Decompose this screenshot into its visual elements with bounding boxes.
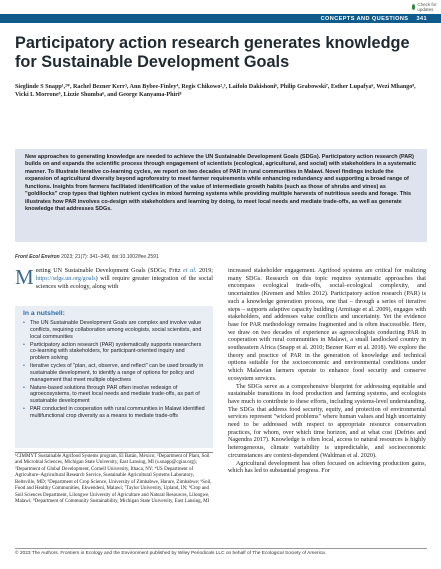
citation-line (15, 254, 265, 260)
nutshell-list (23, 320, 205, 420)
intro-paragraph (15, 265, 213, 291)
running-header (0, 14, 441, 23)
article-title: Participatory action research generates knowledge for Sustainable Development Goals (15, 34, 410, 71)
intro-text-c: ) will require greater integration of the social sciences with ecology, along with (35, 275, 213, 290)
check-for-updates-badge[interactable] (412, 2, 438, 11)
nutshell-heading: In a nutshell: (23, 310, 65, 317)
section-label: CONCEPTS AND QUESTIONS (320, 15, 409, 22)
abstract-text: New approaches to generating knowledge are needed to achieve the UN Sustainable Development Goals (SDGs). Participatory action research (PAR) builds on and expands the scientific process through engagement of scientists (ecological, agricultural, and social) with stakeholders in a systematic manner. To illustrate iterative co-learning cycles, we report on two decades of PAR in rural communities in Malawi. Novel findings include the expansion of agricultural diversity beyond agroforestry to meet farmer requirements while enhancing redundancy and supporting a broad range of functions. Insights from farmers facilitated identification of the value of intermediate growth habits (such as those of shrubs and vines) as "goldilocks" crop types that tighten nutrient cycles in mixed farming systems while providing multiple harvests of nutritious seeds and forage. This illustrates how PAR involves co-design with stakeholders and learning by doing, to meet local needs and mediate trade-offs, as well as generate knowledge that addresses SDGs. (25, 154, 417, 213)
body-paragraph: The SDGs serve as a comprehensive blueprint for addressing equitable and sustainable transitions in food production and farming systems, and ecologists have much to contribute to these efforts, including systems-level understanding. The SDGs that address food security, equity, and protection of environmental services represent "wicked problems" where human values and high uncertainty need to be addressed with respect to appropriate resource conservation practices, for whom, over which time horizon, and at what cost (Defries and Nagendra 2017). Knowledge is often local, access to natural resources is highly heterogeneous, climate variability is unpredictable, and socioeconomic circumstances are context-dependent (Waldman et al. 2020). (228, 383, 426, 459)
intro-text-a: eeting UN Sustainable Development Goals (SDGs; Fritz (35, 268, 184, 274)
intro-etal: et al. (183, 268, 197, 274)
nutshell-item: • Iterative cycles of "plan, act, observe, and reflect" can be used broadly in sustainable development, to identify a range of options for policy and management that meet multiple objectives (30, 363, 205, 384)
drop-cap: M (15, 265, 34, 289)
body-paragraph: increased stakeholder engagement. Agrifood systems are critical for realizing many SDGs. Research on this topic requires systematic approaches that encompass ecological trade-offs, social–ecological complexity, and uncertainties (Kremen and Miles 2012). Participatory action research (PAR) is such a knowledge generation process, one that – through a series of iterative steps – supports adaptive capacity building (Armitage et al. 2009), engages with stakeholders, and addresses value conflicts and uncertainty. Yet the evidence base for PAR methodology remains fragmented and is often inaccessible. Here, we draw on two decades of experience as agroecologists conducting PAR in cooperation with rural communities in Malawi, a small landlocked country in southeastern Africa (Snapp et al. 2010; Bezner Kerr et al. 2018). We explore the theory and practice of PAR in the generation of knowledge and technical options suitable for the socioeconomic and environmental conditions under which Malawian farmers operate to enhance food security and conserve ecosystem services. (228, 268, 426, 382)
intro-text-b: 2019; (196, 268, 213, 274)
check-for-updates-label: Check for updates (417, 1, 437, 12)
nutshell-item: • Participatory action research (PAR) systematically supports researchers co-learning with stakeholders, for participant-oriented inquiry and problem solving (30, 342, 205, 363)
nutshell-item: • Nature-based solutions through PAR often involve redesign of agroecosystems, to meet local needs and mediate trade-offs, as part of sustainable development (30, 385, 205, 406)
footnote-divider (15, 452, 213, 453)
sdg-link[interactable]: https://sdgs.un.org/goals (35, 275, 96, 282)
abstract-box (15, 149, 427, 242)
check-icon (412, 4, 415, 10)
nutshell-item: • PAR conducted in cooperation with rural communities in Malawi identified multifunctional crop diversity as a means to mediate trade-offs (30, 406, 205, 420)
copyright-footer: © 2023 The Authors. Frontiers in Ecology and the Environment published by Wiley Periodicals LLC on behalf of The Ecological Society of America. (15, 551, 327, 556)
author-list: Sieglinde S Snapp¹,²*, Rachel Bezner Kerr³, Ann Bybee-Finley⁴, Regis Chikowo²,⁵, Laifolo Dakishoni⁶, Philip Grabowski⁷, Esther Lupafya⁶, Wezi Mhango⁸, Vicki L Morrone⁹, Lizzie Shumba⁶, and George Kanyama-Phiri⁸ (15, 84, 416, 99)
affiliations-footnotes: ¹CIMMYT Sustainable Agrifood Systems program, El Batán, México; ²Department of Plant, Soil and Microbial Sciences, Michigan State University, East Lansing, MI (s.snapp@cgiar.org); ³Department of Global Development, Cornell University, Ithaca, NY; ⁴US Department of Agriculture–Agricultural Research Service, Sustainable Agricultural Systems Laboratory, Beltsville, MD; ⁵Department of Crop Science, University of Zimbabwe, Harare, Zimbabwe; ⁶Soil, Food and Healthy Communities, Ekwendeni, Malawi; ⁷Taylor University, Upland, IN; ⁸Crop and Soil Sciences Department, Lilongwe University of Agriculture and Natural Resources, Lilongwe, Malawi; ⁹Department of Community Sustainability, Michigan State University, East Lansing, MI (15, 454, 212, 505)
right-column (228, 268, 426, 476)
journal-name: Front Ecol Environ (15, 254, 60, 260)
nutshell-box (15, 306, 213, 448)
page-number: 341 (416, 15, 427, 22)
citation-details: 2023; 21(7): 341–349, doi:10.1002/fee.2591 (59, 254, 159, 260)
body-paragraph: Agricultural development has often focused on achieving production gains, which has led to substantial progress. For (228, 460, 426, 475)
footer-divider (15, 548, 427, 549)
nutshell-item: • The UN Sustainable Development Goals are complex and involve value conflicts, requiring collaboration among ecologists, social scientists, and local communities (30, 320, 205, 341)
